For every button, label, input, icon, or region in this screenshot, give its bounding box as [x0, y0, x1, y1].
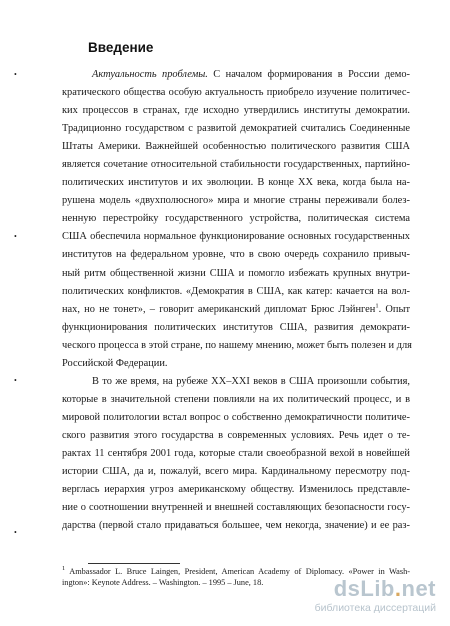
paragraph-line: Актуальность проблемы. С началом формирования в России демо- [92, 69, 410, 80]
paragraph-line: ный ритм общественной жизни США и помогло избежать крупных внутри- [62, 267, 410, 279]
paragraph-line: политических конфликтов. «Демократия в США, как катер: качается на вол- [62, 285, 410, 297]
body-text [62, 66, 410, 535]
paragraph-line: дарства (первой стало придаваться большее, чем некогда, значение) и ее раз- [62, 520, 410, 532]
footnote-marker: 1 [62, 565, 66, 573]
paragraph-line: рушена модель «двухполюсного» мира и многие страны переживали болез- [62, 195, 410, 207]
paragraph-line: Традиционно государством с развитой демократией считались Соединенные [62, 123, 410, 135]
paragraph-line: ние о соотношении внутренней и внешней составляющих безопасности госу- [62, 502, 410, 514]
paragraph-line: мировой политологии встал вопрос о собственно демократичности политиче- [62, 411, 410, 423]
paragraph-line: ческого процесса в этой стране, по нашему мнению, может быть полезен и для [62, 339, 412, 351]
margin-mark: • [14, 528, 17, 537]
paragraph-line: функционирования политических институтов США, развития демократи- [62, 321, 410, 333]
paragraph-line: США обеспечила нормальное функционирование основных государственных [62, 231, 410, 243]
paragraph-line: ких процессов в странах, где исходно утвердились институты демократии. [62, 105, 410, 117]
margin-mark: • [14, 376, 17, 385]
lead-phrase: Актуальность проблемы. [92, 69, 208, 80]
footnote: $^1$ Ambassador L. Bruce Laingen, President, American Academy of Diplomacy. «Power in Wash- ington»: Keynote Address. – Washington. – 1995 – June, 18. [62, 565, 410, 587]
page-heading: Введение [88, 40, 154, 55]
paragraph-line: истории США, да и, пожалуй, всего мира. Кардинальному пересмотру под- [62, 466, 410, 478]
watermark-subtitle: библиотека диссертаций [314, 602, 436, 614]
paragraph-line: кратического общества особую актуальность приобрело изучение политичес- [62, 87, 410, 99]
paragraph-line: которые в значительной степени повлияли на их политический процесс, и в [62, 393, 410, 405]
footnote-divider [88, 563, 180, 564]
paragraph-line: ненную перестройку государственного устройства, политическая система [62, 213, 410, 225]
margin-mark: • [14, 70, 17, 79]
margin-mark: • [14, 232, 17, 241]
footnote-ref: 1 [375, 302, 379, 310]
paragraph-line: Штаты Америки. Важнейшей особенностью политического развития США [62, 141, 410, 153]
dslib-watermark [286, 576, 436, 616]
paragraph-line: нах, но не тонет», – говорит американский дипломат Брюс Лэйнген$^1$. Опыт [62, 302, 410, 315]
paragraph-line: Российской Федерации. [62, 357, 168, 369]
paragraph-line: является сочетание относительной стабильности государственных, партийно- [62, 159, 410, 171]
paragraph-line: рактах 11 сентября 2001 года, которые стали своеобразной вехой в новейшей [62, 447, 410, 459]
paragraph-line: В то же время, на рубеже XX–XXI веков в США произошли события, [92, 375, 410, 387]
paragraph-line: институтов на федеральном уровне, что в свою очередь сохранило привыч- [62, 249, 410, 261]
paragraph-line: ского развития этого государства в современных условиях. Речь идет о те- [62, 429, 410, 441]
watermark-logo: dsLib.net [333, 576, 436, 601]
paragraph-line: политических институтов и их эволюции. В конце XX века, когда была на- [62, 177, 410, 189]
paragraph-line: верглась иерархия угроз американскому обществу. Изменилось представле- [62, 484, 410, 496]
